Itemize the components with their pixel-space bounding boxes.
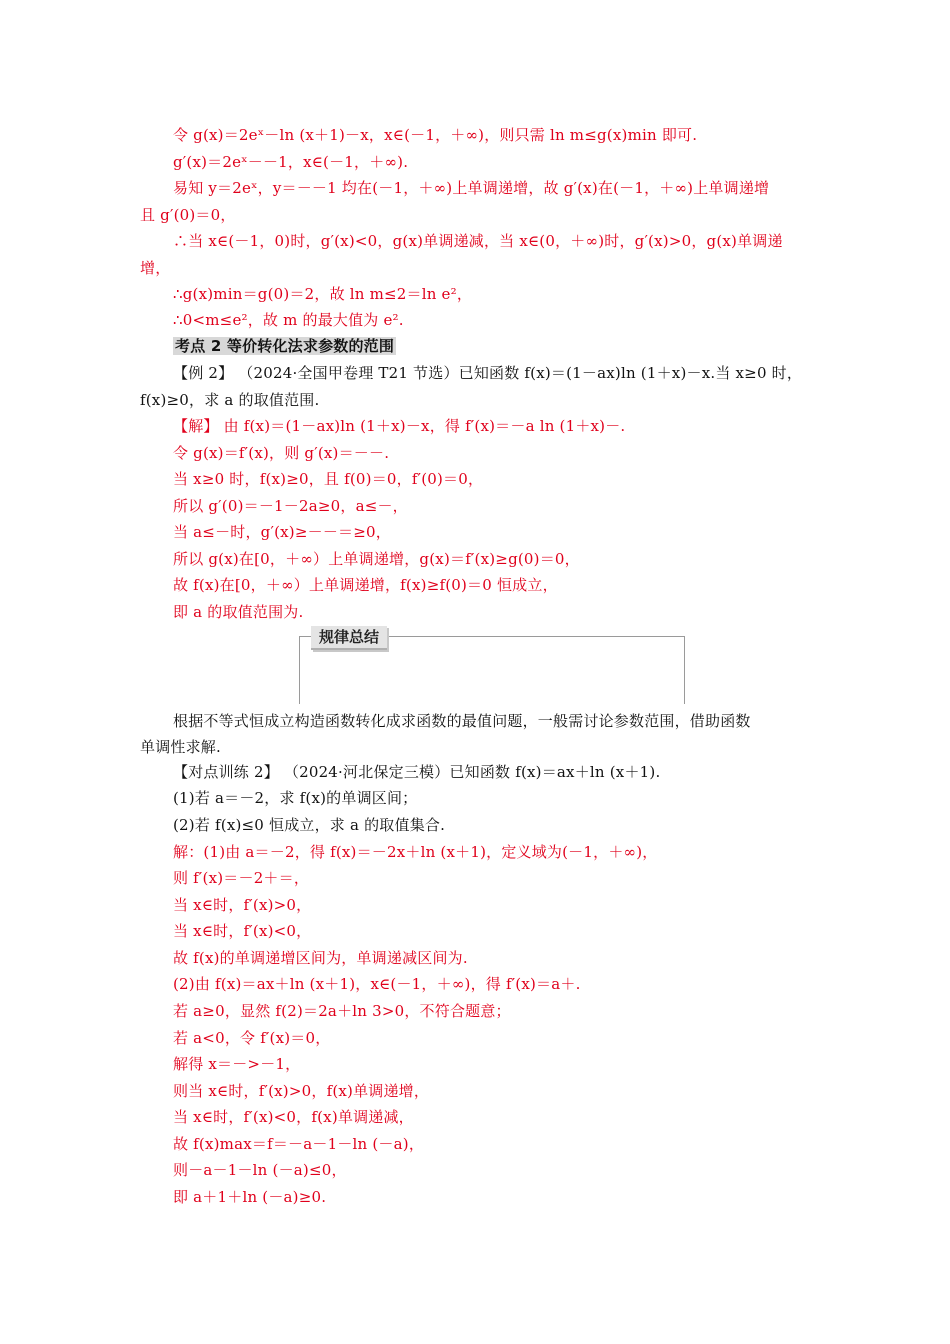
solution-line: 若 a<0，令 f′(x)＝0， [173, 1029, 331, 1047]
solution-line: 故 f(x)max＝f＝－a－1－ln (－a)， [173, 1135, 425, 1153]
solution-line: ∴0<m≤e²，故 m 的最大值为 e². [173, 311, 404, 329]
solution-line: 令 g(x)＝2eˣ－ln (x＋1)－x，x∈(－1，＋∞)，则只需 ln m≤g(x)min 即可. [173, 126, 698, 144]
example-problem-line: f(x)≥0，求 a 的取值范围. [140, 391, 320, 409]
solution-line: g′(x)＝2eˣ－－1，x∈(－1，＋∞). [173, 153, 409, 171]
exercise-problem-line: (1)若 a＝－2，求 f(x)的单调区间； [173, 789, 418, 807]
solution-line: 当 a≤－时，g′(x)≥－－＝≥0， [173, 523, 391, 541]
solution-line: 若 a≥0，显然 f(2)＝2a＋ln 3>0，不符合题意； [173, 1002, 511, 1020]
solution-line: 解：(1)由 a＝－2，得 f(x)＝－2x＋ln (x＋1)，定义域为(－1，＋∞)， [173, 843, 658, 861]
solution-line: 易知 y＝2eˣ，y＝－－1 均在(－1，＋∞)上单调递增，故 g′(x)在(－1，＋∞)上单调递增 [173, 179, 770, 197]
solution-line: 所以 g(x)在[0，＋∞）上单调递增，g(x)＝f′(x)≥g(0)＝0， [173, 550, 580, 568]
solution-line: ∴g(x)min＝g(0)＝2，故 ln m≤2＝ln e²， [173, 285, 473, 303]
solution-line: 且 g′(0)＝0， [140, 206, 236, 224]
solution-line: 则 f′(x)＝－2＋＝， [173, 869, 310, 887]
summary-tab: 规律总结 [311, 626, 387, 650]
exercise-problem-line: 【对点训练 2】 （2024·河北保定三模）已知函数 f(x)＝ax＋ln (x＋1). [173, 763, 661, 781]
solution-line: 故 f(x)的单调递增区间为，单调递减区间为. [173, 949, 468, 967]
solution-line: 解得 x＝－>－1， [173, 1055, 301, 1073]
solution-line: (2)由 f(x)＝ax＋ln (x＋1)，x∈(－1，＋∞)，得 f′(x)＝a＋. [173, 975, 581, 993]
summary-text: 根据不等式恒成立构造函数转化成求函数的最值问题，一般需讨论参数范围，借助函数 [173, 712, 751, 730]
solution-line: 当 x∈时，f′(x)<0，f(x)单调递减， [173, 1108, 414, 1126]
solution-line: 故 f(x)在[0，＋∞）上单调递增，f(x)≥f(0)＝0 恒成立， [173, 576, 558, 594]
section-heading [173, 336, 396, 356]
solution-line: 即 a 的取值范围为. [173, 603, 304, 621]
solution-line: 增， [140, 259, 171, 277]
example-problem-line: 【例 2】 （2024·全国甲卷理 T21 节选）已知函数 f(x)＝(1－ax)ln (1＋x)－x.当 x≥0 时， [173, 364, 803, 382]
solution-line: 则当 x∈时，f′(x)>0，f(x)单调递增， [173, 1082, 430, 1100]
solution-line: 所以 g′(0)＝－1－2a≥0，a≤－， [173, 497, 408, 515]
solution-line: 当 x∈时，f′(x)>0， [173, 896, 312, 914]
summary-text: 单调性求解. [140, 738, 221, 756]
solution-line: 则－a－1－ln (－a)≤0， [173, 1161, 347, 1179]
solution-line: ∴当 x∈(－1，0)时，g′(x)<0，g(x)单调递减，当 x∈(0，＋∞)时，g′(x)>0，g(x)单调递 [173, 232, 783, 250]
exercise-problem-line: (2)若 f(x)≤0 恒成立，求 a 的取值集合. [173, 816, 446, 834]
section-title: 考点 2 等价转化法求参数的范围 [175, 337, 395, 355]
solution-line: 令 g(x)＝f′(x)，则 g′(x)＝－－. [173, 444, 390, 462]
solution-line: 当 x∈时，f′(x)<0， [173, 922, 312, 940]
solution-line: 【解】 由 f(x)＝(1－ax)ln (1＋x)－x，得 f′(x)＝－a ln (1＋x)－. [173, 417, 626, 435]
solution-line: 当 x≥0 时，f(x)≥0，且 f(0)＝0，f′(0)＝0， [173, 470, 484, 488]
solution-line: 即 a＋1＋ln (－a)≥0. [173, 1188, 327, 1206]
